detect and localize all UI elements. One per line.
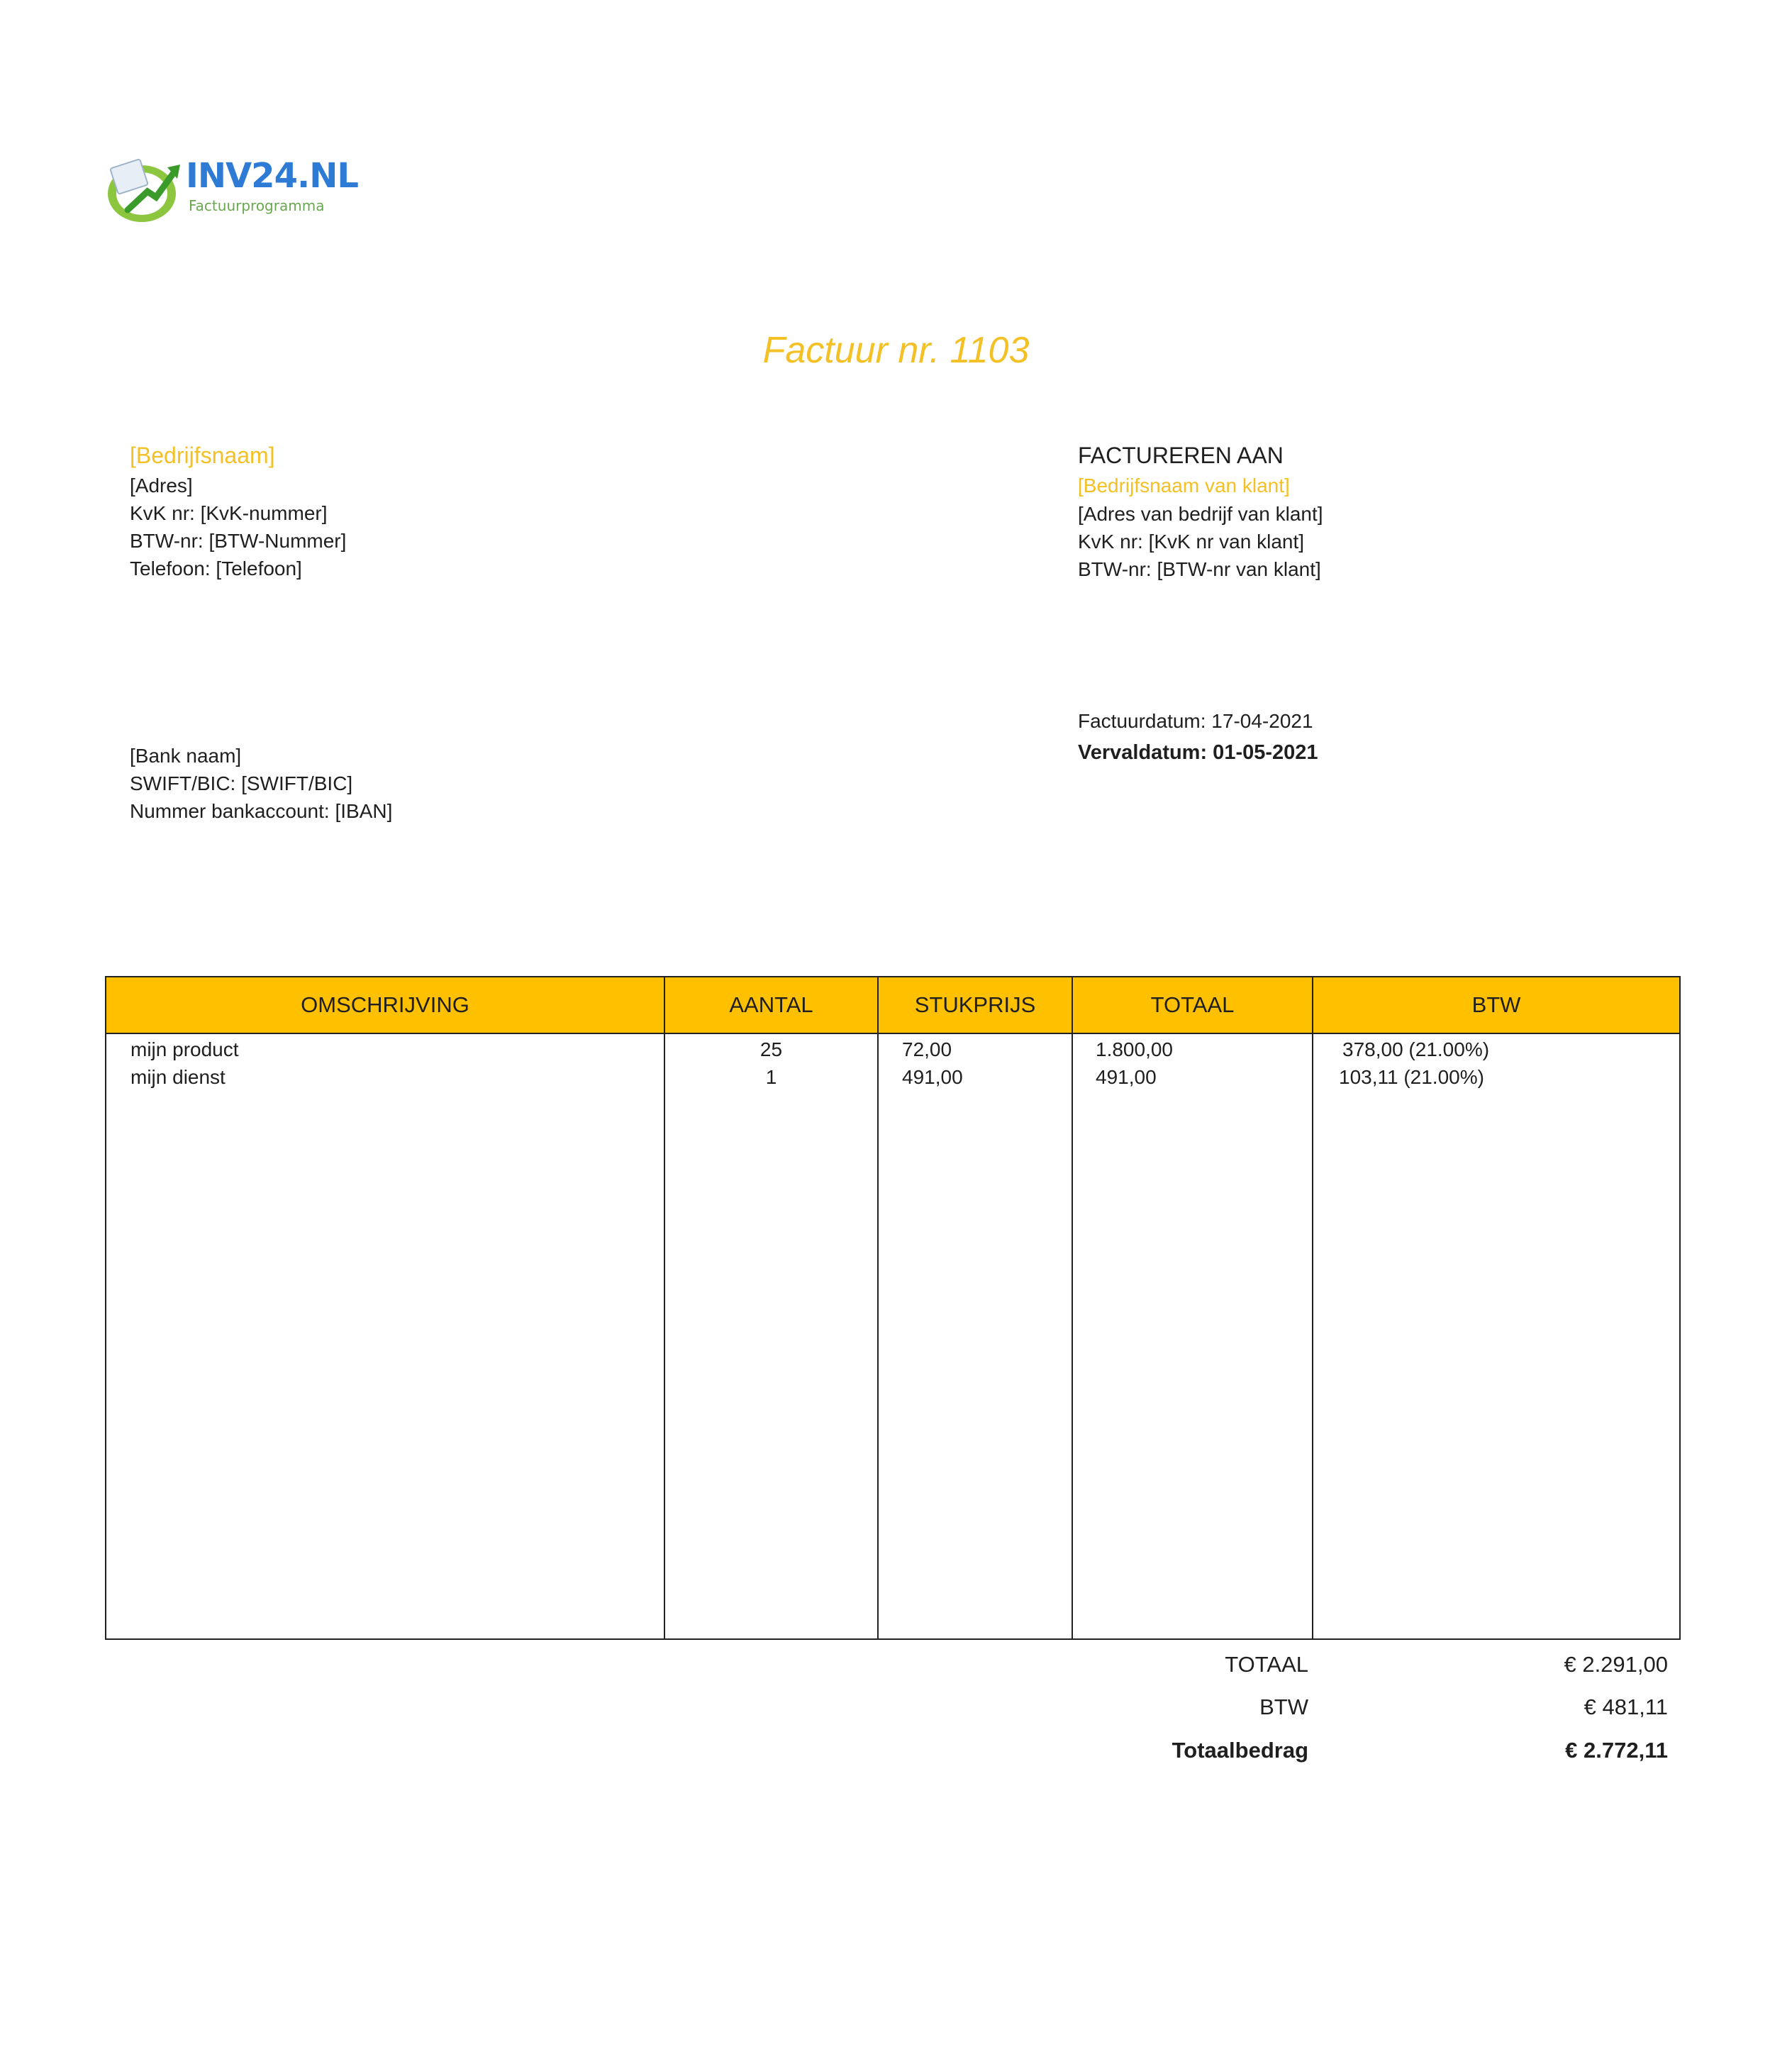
row-1-total: 1.800,00 xyxy=(1096,1038,1173,1060)
seller-kvk: KvK nr: [KvK-nummer] xyxy=(130,502,328,524)
subtotal-value: € 2.291,00 xyxy=(1564,1652,1668,1677)
seller-address: [Adres] xyxy=(130,475,193,497)
seller-company: [Bedrijfsnaam] xyxy=(130,443,275,468)
items-table xyxy=(105,976,1681,1640)
client-address: [Adres van bedrijf van klant] xyxy=(1078,503,1323,525)
vat-label: BTW xyxy=(1259,1694,1308,1719)
row-2-total: 491,00 xyxy=(1096,1066,1157,1088)
row-2-quantity: 1 xyxy=(765,1066,777,1088)
row-1-vat: 378,00 (21.00%) xyxy=(1342,1038,1490,1060)
subtotal-label: TOTAAL xyxy=(1225,1652,1308,1677)
seller-btw: BTW-nr: [BTW-Nummer] xyxy=(130,530,347,552)
header-total: TOTAAL xyxy=(1150,992,1235,1017)
seller-block xyxy=(130,439,346,582)
logo-icon xyxy=(106,155,184,226)
row-1-quantity: 25 xyxy=(759,1038,783,1060)
bank-name: [Bank naam] xyxy=(130,745,242,767)
header-quantity: AANTAL xyxy=(729,992,813,1017)
column-divider xyxy=(1072,977,1073,1638)
client-kvk: KvK nr: [KvK nr van klant] xyxy=(1078,531,1305,553)
grand-total-label: Totaalbedrag xyxy=(1172,1738,1308,1763)
bank-swift: SWIFT/BIC: [SWIFT/BIC] xyxy=(130,772,353,794)
due-date: Vervaldatum: 01-05-2021 xyxy=(1078,741,1318,764)
logo-tagline: Factuurprogramma xyxy=(189,197,325,214)
column-divider xyxy=(1312,977,1313,1638)
header-vat: BTW xyxy=(1471,992,1521,1017)
grand-total-value: € 2.772,11 xyxy=(1565,1738,1668,1763)
row-2-vat: 103,11 (21.00%) xyxy=(1339,1066,1484,1088)
header-unit-price: STUKPRIJS xyxy=(914,992,1036,1017)
client-heading: FACTUREREN AAN xyxy=(1078,443,1284,468)
dates-block xyxy=(1078,707,1318,767)
header-description: OMSCHRIJVING xyxy=(301,992,469,1017)
row-2-description: mijn dienst xyxy=(130,1066,226,1088)
row-1-unit-price: 72,00 xyxy=(902,1038,952,1060)
client-btw: BTW-nr: [BTW-nr van klant] xyxy=(1078,558,1321,580)
client-block xyxy=(1078,439,1323,583)
row-2-unit-price: 491,00 xyxy=(902,1066,963,1088)
logo-name: INV24.NL xyxy=(186,156,358,196)
row-1-description: mijn product xyxy=(130,1038,239,1060)
vat-value: € 481,11 xyxy=(1584,1694,1668,1719)
column-divider xyxy=(877,977,879,1638)
seller-phone: Telefoon: [Telefoon] xyxy=(130,557,302,579)
invoice-title: Factuur nr. 1103 xyxy=(762,330,1030,371)
invoice-date: Factuurdatum: 17-04-2021 xyxy=(1078,710,1313,732)
client-company: [Bedrijfsnaam van klant] xyxy=(1078,475,1290,497)
bank-block xyxy=(130,742,392,825)
bank-iban: Nummer bankaccount: [IBAN] xyxy=(130,800,393,822)
